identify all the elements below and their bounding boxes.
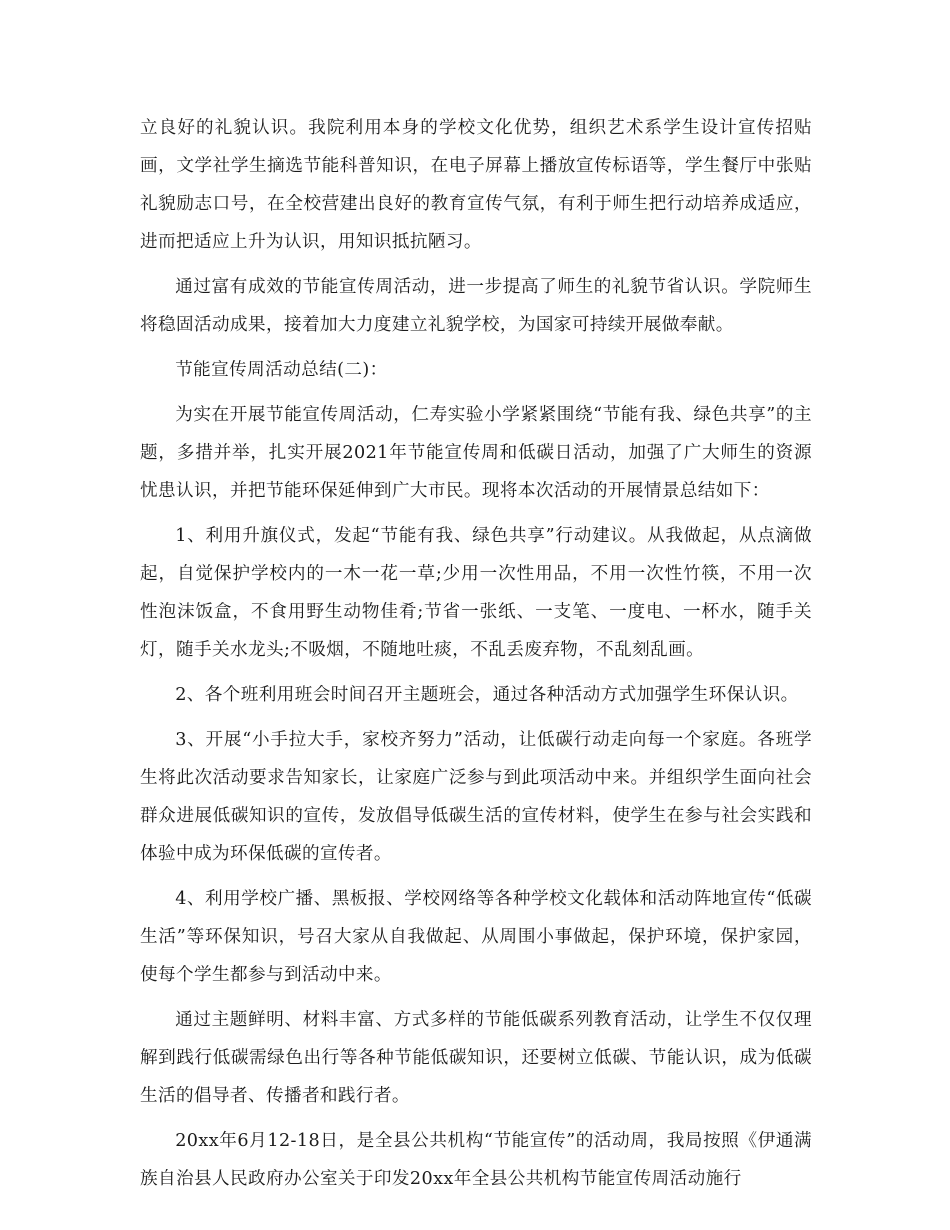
list-item: 2、各个班利用班会时间召开主题班会，通过各种活动方式加强学生环保认识。 xyxy=(175,685,799,705)
paragraph: 20xx年6月12-18日，是全县公共机构“节能宣传”的活动周，我局按照《伊通满族自治县人民政府办公室关于印发20xx年全县公共机构节能宣传周活动施行 xyxy=(140,1131,812,1189)
section-heading: 节能宣传周活动总结(二)： xyxy=(175,360,388,380)
list-item: 4、利用学校广播、黑板报、学校网络等各种学校文化载体和活动阵地宣传“低碳生活”等环保知识，号召大家从自我做起、从周围小事做起，保护环境，保护家园，使每个学生都参与到活动中来。 xyxy=(140,889,812,985)
list-item: 3、开展“小手拉大手，家校齐努力”活动，让低碳行动走向每一个家庭。各班学生将此次活动要求告知家长，让家庭广泛参与到此项活动中来。并组织学生面向社会群众进展低碳知识的宣传，发放倡导低碳生活的宣传材料，使学生在参与社会实践和体验中成为环保低碳的宣传者。 xyxy=(140,730,812,864)
document-body xyxy=(140,109,812,1205)
list-item: 1、利用升旗仪式，发起“节能有我、绿色共享”行动建议。从我做起，从点滴做起，自觉保护学校内的一木一花一草;少用一次性用品，不用一次性竹筷，不用一次性泡沫饭盒，不食用野生动物佳肴;节省一张纸、一支笔、一度电、一杯水，随手关灯，随手关水龙头;不吸烟，不随地吐痰，不乱丢废弃物，不乱刻乱画。 xyxy=(140,526,812,660)
paragraph: 通过主题鲜明、材料丰富、方式多样的节能低碳系列教育活动，让学生不仅仅理解到践行低碳需绿色出行等各种节能低碳知识，还要树立低碳、节能认识，成为低碳生活的倡导者、传播者和践行者。 xyxy=(140,1010,812,1106)
paragraph: 为实在开展节能宣传周活动，仁寿实验小学紧紧围绕“节能有我、绿色共享”的主题，多措并举，扎实开展2021年节能宣传周和低碳日活动，加强了广大师生的资源忧患认识，并把节能环保延伸到广大市民。现将本次活动的开展情景总结如下： xyxy=(140,405,812,501)
paragraph: 通过富有成效的节能宣传周活动，进一步提高了师生的礼貌节省认识。学院师生将稳固活动成果，接着加大力度建立礼貌学校，为国家可持续开展做奉献。 xyxy=(140,277,812,335)
paragraph-continued: 立良好的礼貌认识。我院利用本身的学校文化优势，组织艺术系学生设计宣传招贴画，文学社学生摘选节能科普知识，在电子屏幕上播放宣传标语等，学生餐厅中张贴礼貌励志口号，在全校营建出良好的教育宣传气氛，有利于师生把行动培养成适应，进而把适应上升为认识，用知识抵抗陋习。 xyxy=(140,118,812,252)
